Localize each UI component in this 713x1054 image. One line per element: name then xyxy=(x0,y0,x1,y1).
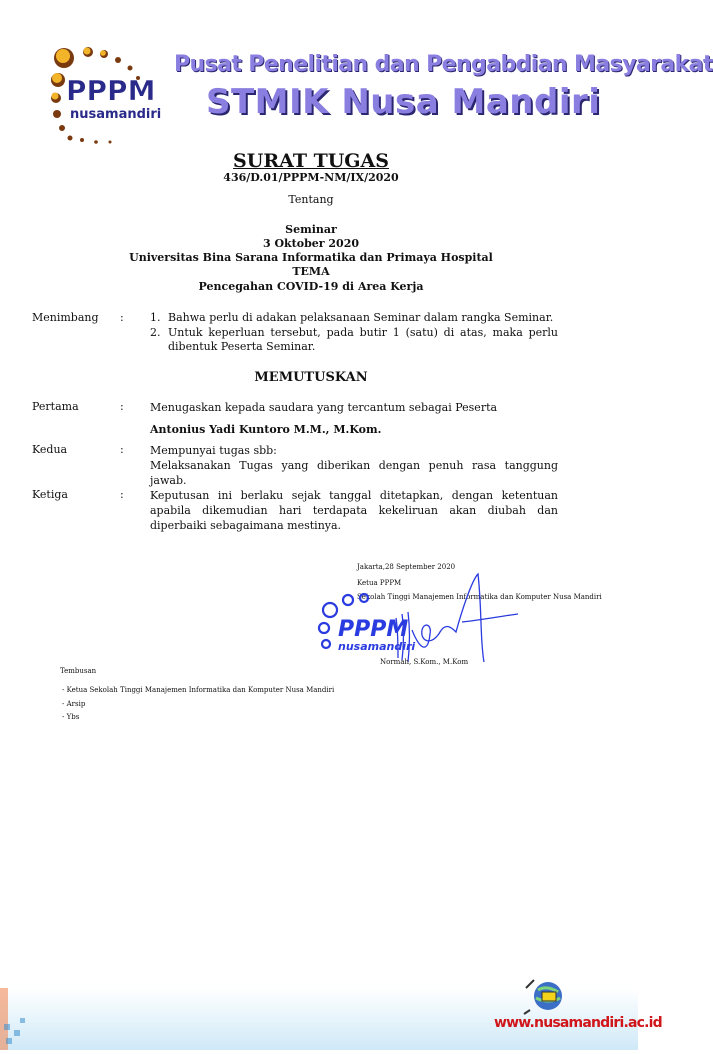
menimbang-item xyxy=(150,326,558,354)
decision-heading: MEMUTUSKAN xyxy=(254,370,368,385)
institution-line-2: STMIK Nusa Mandiri xyxy=(206,82,601,122)
pppm-logo xyxy=(42,38,168,148)
menimbang-item xyxy=(150,311,558,325)
globe-mascot-icon xyxy=(520,976,570,1016)
kedua-line-2: Melaksanakan Tugas yang diberikan dengan penuh rasa tanggung jawab. xyxy=(150,459,558,487)
tembusan-item: - Ketua Sekolah Tinggi Manajemen Informatika dan Komputer Nusa Mandiri xyxy=(62,686,335,694)
event-venue: Universitas Bina Sarana Informatika dan Primaya Hospital xyxy=(129,251,493,264)
kedua-label: Kedua xyxy=(32,443,68,456)
tembusan-item: - Arsip xyxy=(62,700,86,708)
signature-institution: Sekolah Tinggi Manajemen Informatika dan Komputer Nusa Mandiri xyxy=(357,593,602,601)
event-date: 3 Oktober 2020 xyxy=(262,237,360,250)
tembusan-item: - Ybs xyxy=(62,713,80,721)
website-link[interactable]: www.nusamandiri.ac.id xyxy=(494,1015,662,1031)
theme-label: TEMA xyxy=(292,265,330,278)
signature-position: Ketua PPPM xyxy=(357,579,402,587)
letter-title: SURAT TUGAS xyxy=(233,150,389,172)
pertama-label: Pertama xyxy=(32,400,79,413)
menimbang-label: Menimbang xyxy=(32,311,99,324)
pertama-colon: : xyxy=(120,400,124,413)
pertama-text: Menugaskan kepada saudara yang tercantum sebagai Peserta xyxy=(150,401,498,414)
institution-line-1: Pusat Penelitian dan Pengabdian Masyarakat xyxy=(174,52,713,77)
kedua-colon: : xyxy=(120,443,124,456)
logo-subtext: nusamandiri xyxy=(70,107,162,122)
ketiga-text: Keputusan ini berlaku sejak tanggal ditetapkan, dengan ketentuan apabila dikemudian hari terdapata kekeliruan akan diubah dan diperbaiki sebagaimana mestinya. xyxy=(150,489,558,532)
ketiga-label: Ketiga xyxy=(32,488,68,501)
stamp-and-signature xyxy=(312,570,522,670)
letter-number: 436/D.01/PPPM-NM/IX/2020 xyxy=(223,171,399,184)
kedua-line-1: Mempunyai tugas sbb: xyxy=(150,444,277,457)
theme-text: Pencegahan COVID-19 di Area Kerja xyxy=(198,280,424,293)
menimbang-item-text: Untuk keperluan tersebut, pada butir 1 (satu) di atas, maka perlu dibentuk Peserta Seminar. xyxy=(168,326,558,353)
logo-text: PPPM xyxy=(66,74,156,107)
menimbang-item-text: Bahwa perlu di adakan pelaksanaan Seminar dalam rangka Seminar. xyxy=(168,311,554,324)
signer-name: Normah, S.Kom., M.Kom xyxy=(380,658,469,666)
ketiga-colon: : xyxy=(120,488,124,501)
signature-place-date: Jakarta,28 September 2020 xyxy=(357,563,456,571)
menimbang-colon: : xyxy=(120,311,124,324)
stamp-text: PPPM xyxy=(338,617,409,642)
menimbang-item-number: 2. xyxy=(150,326,161,339)
tembusan-label: Tembusan xyxy=(60,667,97,675)
event-name: Seminar xyxy=(285,223,337,236)
menimbang-item-number: 1. xyxy=(150,311,161,324)
about-label: Tentang xyxy=(288,193,334,206)
participant-name: Antonius Yadi Kuntoro M.M., M.Kom. xyxy=(150,423,382,436)
stamp-subtext: nusamandiri xyxy=(338,640,416,653)
